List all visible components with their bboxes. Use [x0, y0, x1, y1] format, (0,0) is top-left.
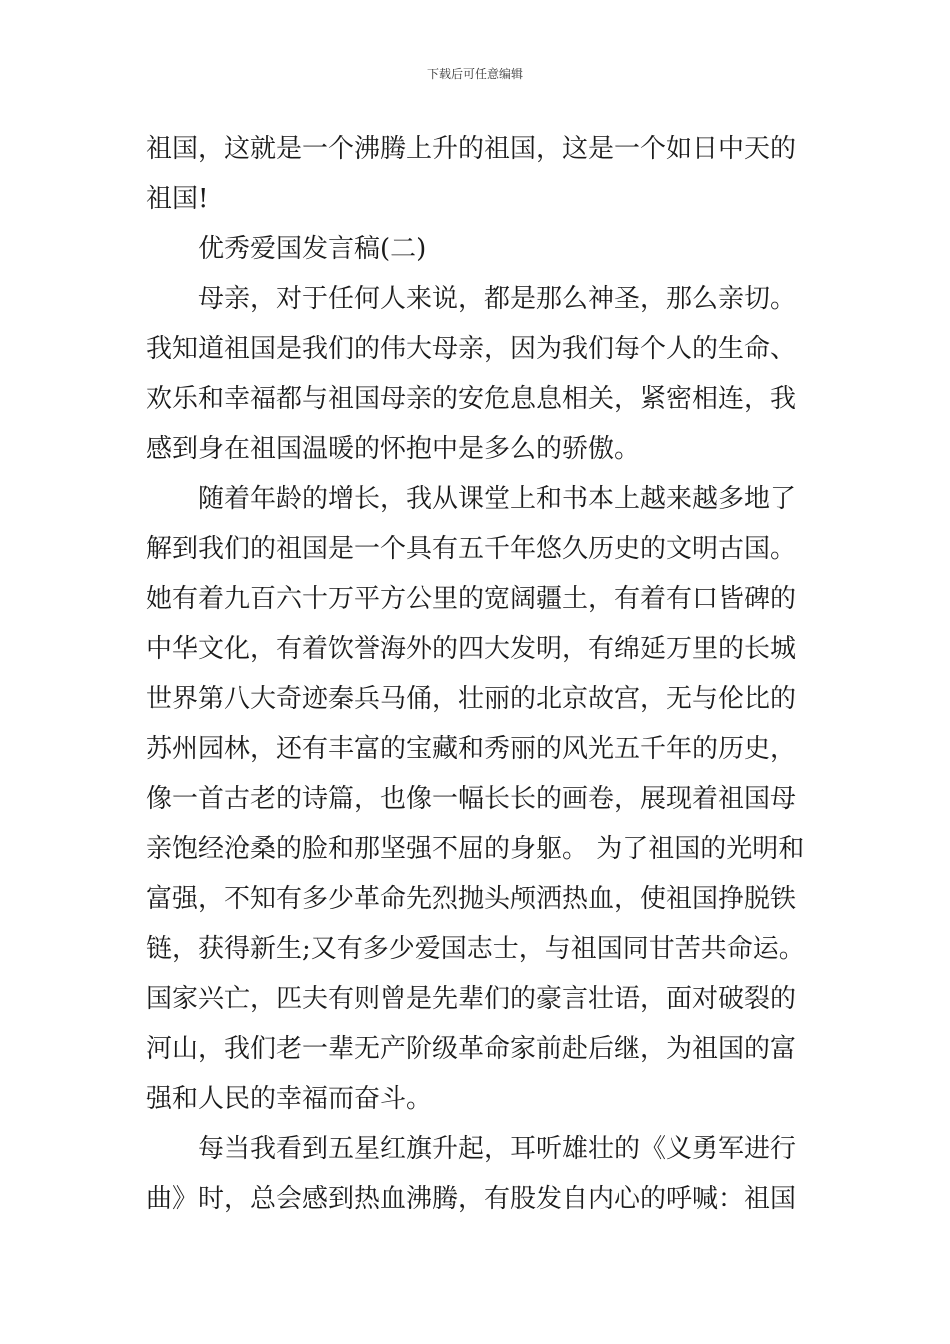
text-line: 祖国!: [146, 184, 209, 214]
text-line: 中华文化，有着饮誉海外的四大发明，有绵延万里的长城: [146, 634, 797, 664]
text-line: 像一首古老的诗篇，也像一幅长长的画卷，展现着祖国母: [146, 784, 797, 814]
document-body: [146, 124, 808, 1224]
text-line: 河山，我们老一辈无产阶级革命家前赴后继，为祖国的富: [146, 1034, 797, 1064]
paragraph-start: 母亲，对于任何人来说，都是那么神圣，那么亲切。: [198, 284, 797, 314]
text-line: 强和人民的幸福而奋斗。: [146, 1084, 433, 1114]
text-line: 链，获得新生;又有多少爱国志士，与祖国同甘苦共命运。: [146, 934, 805, 964]
paragraph-start: 每当我看到五星红旗升起，耳听雄壮的《义勇军进行: [198, 1134, 797, 1164]
text-line: 感到身在祖国温暖的怀抱中是多么的骄傲。: [146, 434, 641, 464]
text-line: 欢乐和幸福都与祖国母亲的安危息息相关，紧密相连，我: [146, 384, 797, 414]
text-line: 苏州园林，还有丰富的宝藏和秀丽的风光五千年的历史，: [146, 734, 797, 764]
text-line: 富强，不知有多少革命先烈抛头颅洒热血，使祖国挣脱铁: [146, 884, 797, 914]
paragraph-start: 随着年龄的增长，我从课堂上和书本上越来越多地了: [198, 484, 797, 514]
text-line: 祖国，这就是一个沸腾上升的祖国，这是一个如日中天的: [146, 134, 797, 164]
text-line: 亲饱经沧桑的脸和那坚强不屈的身躯。 为了祖国的光明和: [146, 834, 805, 864]
text-line: 国家兴亡，匹夫有则曾是先辈们的豪言壮语，面对破裂的: [146, 984, 797, 1014]
text-line: 解到我们的祖国是一个具有五千年悠久历史的文明古国。: [146, 534, 797, 564]
text-line: 我知道祖国是我们的伟大母亲，因为我们每个人的生命、: [146, 334, 797, 364]
text-line: 她有着九百六十万平方公里的宽阔疆土，有着有口皆碑的: [146, 584, 797, 614]
page-header: 下载后可任意编辑: [426, 67, 523, 81]
section-title: 优秀爱国发言稿(二): [198, 234, 427, 264]
text-line: 曲》时，总会感到热血沸腾，有股发自内心的呼喊：祖国: [146, 1184, 797, 1214]
text-line: 世界第八大奇迹秦兵马俑，壮丽的北京故宫，无与伦比的: [146, 684, 797, 714]
